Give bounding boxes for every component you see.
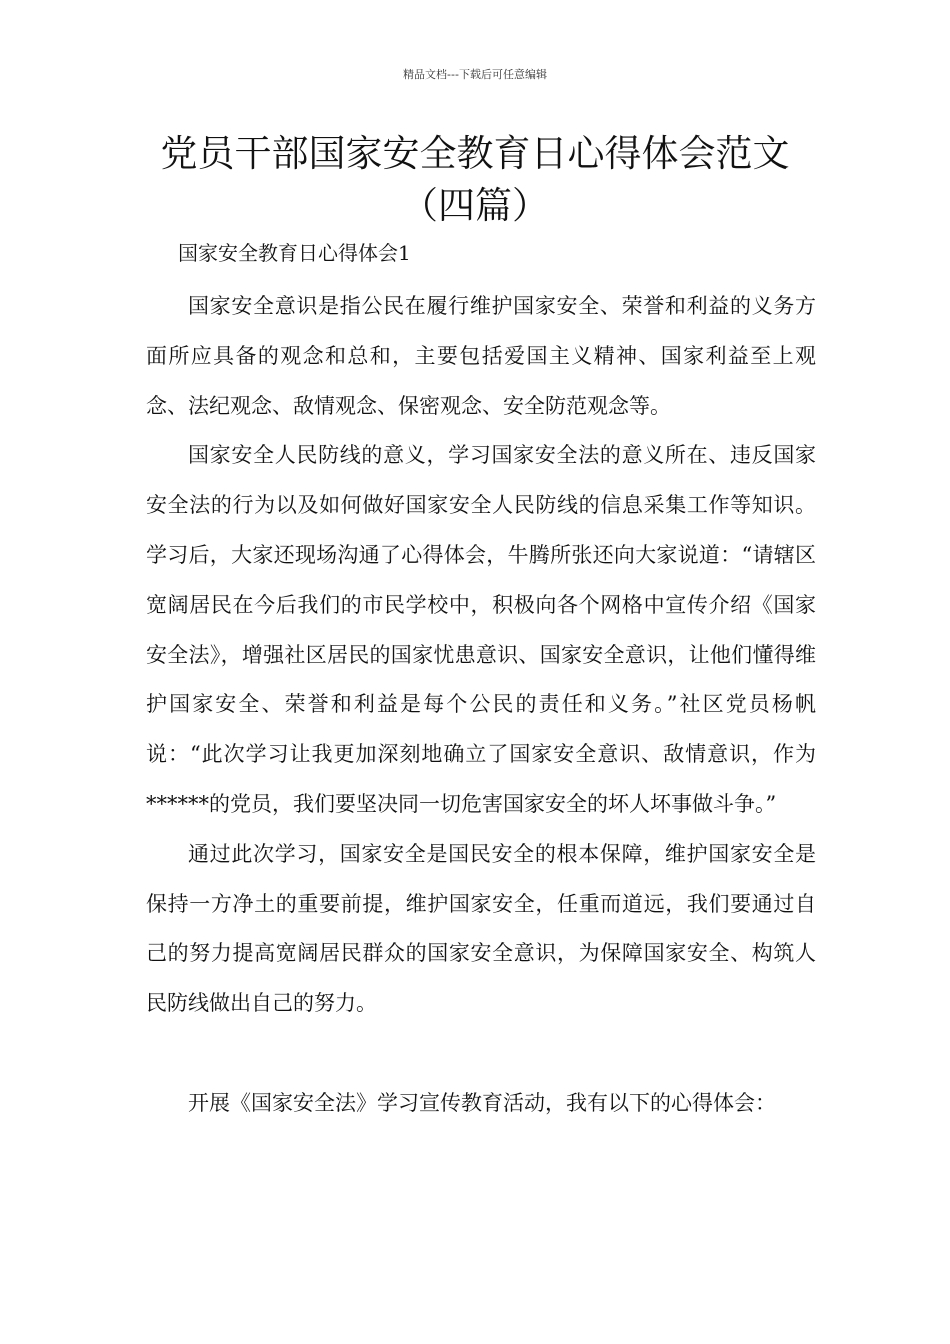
section-heading: 国家安全教育日心得体会1 xyxy=(178,241,411,265)
document-body xyxy=(146,282,816,1129)
document-title xyxy=(120,128,830,232)
paragraph-1: 国家安全意识是指公民在履行维护国家安全、荣誉和利益的义务方面所应具备的观念和总和，主要包括爱国主义精神、国家利益至上观念、法纪观念、敌情观念、保密观念、安全防范观念等。 xyxy=(146,294,816,418)
header-note: 精品文档---下载后可任意编辑 xyxy=(403,68,547,81)
title-line-2: （四篇） xyxy=(401,184,549,227)
paragraph-4: 开展《国家安全法》学习宣传教育活动，我有以下的心得体会： xyxy=(188,1090,776,1115)
paragraph-3: 通过此次学习，国家安全是国民安全的根本保障，维护国家安全是保持一方净土的重要前提，维护国家安全，任重而道远，我们要通过自己的努力提高宽阔居民群众的国家安全意识，为保障国家安全、构筑人民防线做出自己的努力。 xyxy=(146,841,816,1016)
title-line-1: 党员干部国家安全教育日心得体会范文 xyxy=(160,132,790,175)
paragraph-2: 国家安全人民防线的意义，学习国家安全法的意义所在、违反国家安全法的行为以及如何做好国家安全人民防线的信息采集工作等知识。学习后，大家还现场沟通了心得体会，牛腾所张还向大家说道：“请辖区宽阔居民在今后我们的市民学校中，积极向各个网格中宣传介绍《国家安全法》，增强社区居民的国家忧患意识、国家安全意识，让他们懂得维护国家安全、荣誉和利益是每个公民的责任和义务。”社区党员杨帆说：“此次学习让我更加深刻地确立了国家安全意识、敌情意识，作为******的党员，我们要坚决同一切危害国家安全的坏人坏事做斗争。” xyxy=(146,443,816,816)
